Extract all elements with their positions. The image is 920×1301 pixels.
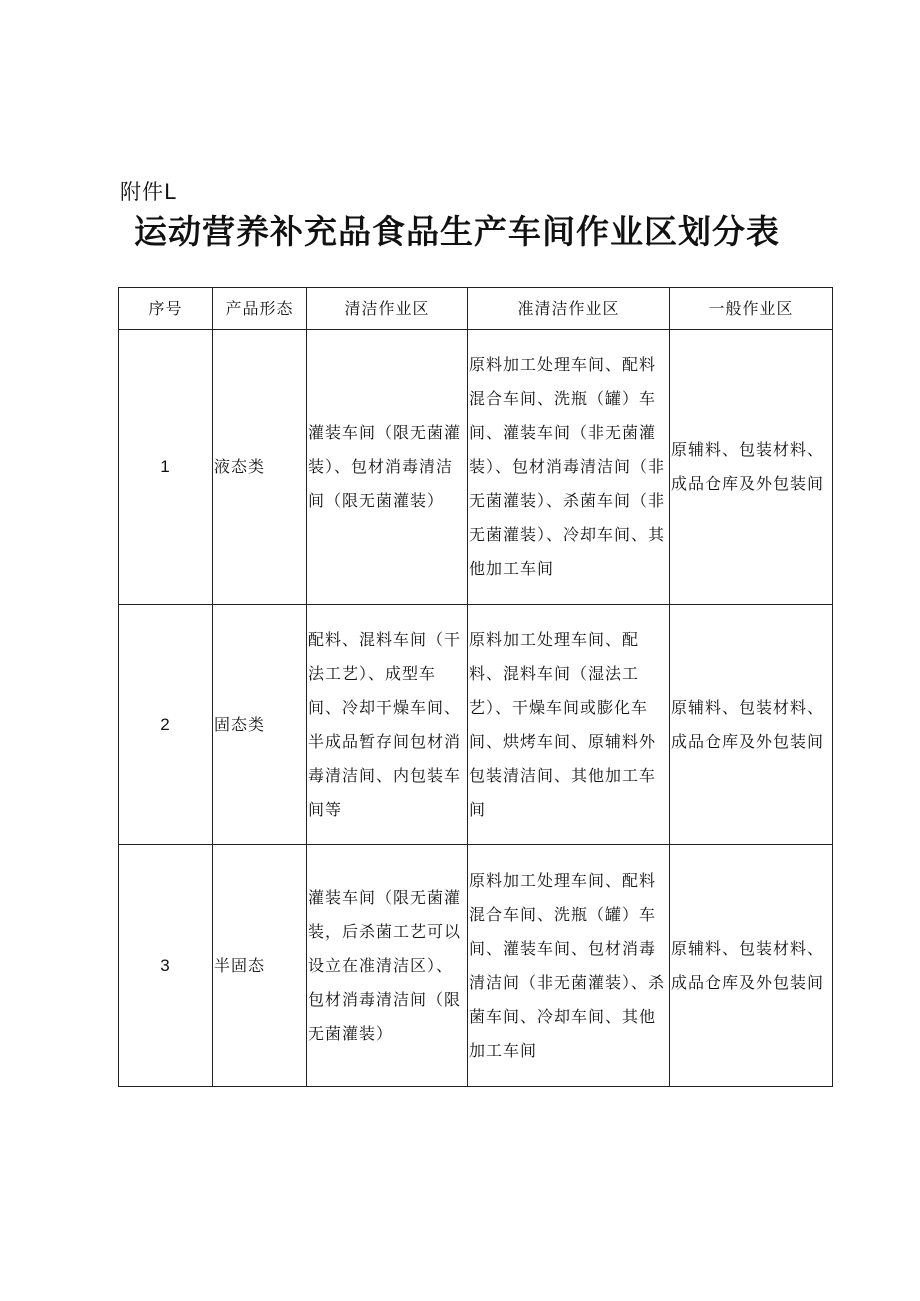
row-clean-zone: 配料、混料车间（干法工艺）、成型车间、冷却干燥车间、半成品暂存间包材消毒清洁间、内包装车间等 (307, 605, 468, 845)
table-row (119, 845, 833, 1087)
row-product-form: 液态类 (213, 330, 307, 605)
header-clean-zone: 清洁作业区 (307, 288, 468, 330)
table-header-row (119, 288, 833, 330)
table-row (119, 605, 833, 845)
row-clean-zone: 灌装车间（限无菌灌装，后杀菌工艺可以设立在准清洁区）、包材消毒清洁间（限无菌灌装） (307, 845, 468, 1087)
header-product-form: 产品形态 (213, 288, 307, 330)
attachment-label: 附件L (120, 180, 177, 204)
row-product-form: 半固态 (213, 845, 307, 1087)
row-product-form: 固态类 (213, 605, 307, 845)
row-general-zone: 原辅料、包装材料、成品仓库及外包装间 (670, 330, 833, 605)
header-index: 序号 (119, 288, 213, 330)
work-zone-table (118, 287, 833, 1087)
document-title: 运动营养补充品食品生产车间作业区划分表 (134, 212, 780, 251)
table-row (119, 330, 833, 605)
row-semi-clean-zone: 原料加工处理车间、配料混合车间、洗瓶（罐）车间、灌装车间、包材消毒清洁间（非无菌灌装）、杀菌车间、冷却车间、其他加工车间 (468, 845, 670, 1087)
row-general-zone: 原辅料、包装材料、成品仓库及外包装间 (670, 845, 833, 1087)
row-clean-zone: 灌装车间（限无菌灌装）、包材消毒清洁间（限无菌灌装） (307, 330, 468, 605)
header-general-zone: 一般作业区 (670, 288, 833, 330)
row-index: 2 (119, 605, 213, 845)
row-index: 1 (119, 330, 213, 605)
row-general-zone: 原辅料、包装材料、成品仓库及外包装间 (670, 605, 833, 845)
row-semi-clean-zone: 原料加工处理车间、配料混合车间、洗瓶（罐）车间、灌装车间（非无菌灌装）、包材消毒清洁间（非无菌灌装）、杀菌车间（非无菌灌装）、冷却车间、其他加工车间 (468, 330, 670, 605)
row-semi-clean-zone: 原料加工处理车间、配料、混料车间（湿法工艺）、干燥车间或膨化车间、烘烤车间、原辅料外包装清洁间、其他加工车间 (468, 605, 670, 845)
row-index: 3 (119, 845, 213, 1087)
header-semi-clean-zone: 准清洁作业区 (468, 288, 670, 330)
